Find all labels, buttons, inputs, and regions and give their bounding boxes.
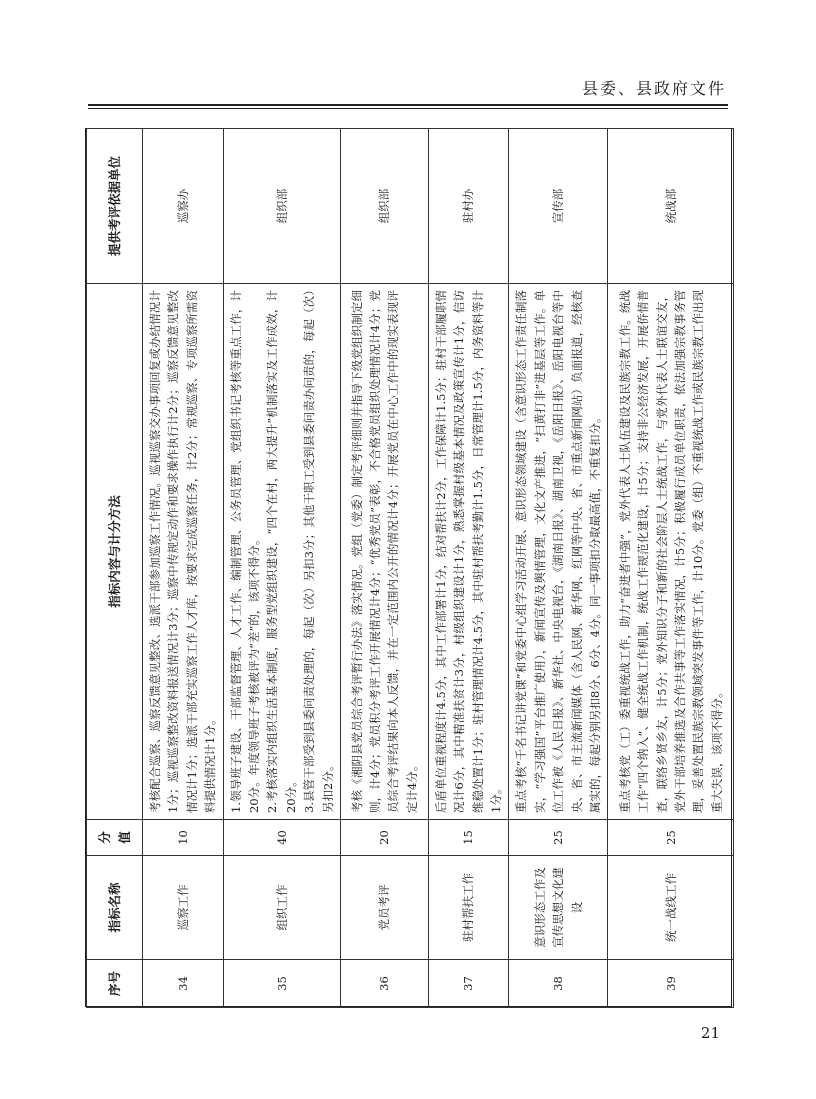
- table-row: [223, 129, 340, 1008]
- method-paragraph: 2.考核落实内组织生活基本制度，服务型党组织建设，“四个在村，两大提升”机制落实及工作成效，计20分。: [265, 290, 298, 813]
- header-score: 分值: [87, 820, 143, 856]
- header-name: 指标名称: [87, 856, 143, 960]
- row-name: 驻村帮扶工作: [428, 856, 509, 960]
- row-method: [608, 284, 734, 820]
- row-method: [143, 284, 224, 820]
- rotated-table: [86, 129, 733, 1008]
- table-row: [509, 129, 608, 1008]
- row-score: 20: [340, 820, 428, 856]
- header-seq: 序号: [87, 960, 143, 1008]
- row-seq: 34: [143, 960, 224, 1008]
- method-paragraph: 重点考核党（工）委重视统战工作，助力“奋进者中强”，党外代表人士队伍建设及民族宗教工作。统战工作“四个纳入”、健全统战工作机制，统战工作规范化建设，计5分；支持非公经济发展，开展侨情普查，联络乡贤乡友，计5分；党外知识分子和新的社会阶层人士统战工作，与党外代表人士联谊交友，党外干部培养推选及合作共事等工作落实情况，计5分；积极履行成员单位职责，依法加强宗教事务管理，妥善处置民族宗教领域突发事件等工作，计10分。党委（组）不重视统战工作或民族宗教工作出现重大失误，该项不得分。: [617, 290, 724, 813]
- row-name: 组织工作: [223, 856, 340, 960]
- row-unit: 组织部: [223, 129, 340, 284]
- row-name: 党员考评: [340, 856, 428, 960]
- page-number: 21: [700, 1024, 720, 1042]
- row-name: 意识形态工作及宣传思想文化建设: [509, 856, 608, 960]
- row-unit: 巡察办: [143, 129, 224, 284]
- row-seq: 36: [340, 960, 428, 1008]
- row-score: 40: [223, 820, 340, 856]
- header-title: 县委、县政府文件: [581, 79, 726, 98]
- row-unit: 组织部: [340, 129, 428, 284]
- row-seq: 39: [608, 960, 734, 1008]
- method-paragraph: 3.县管干部受到县委问责处理的，每起（次）另扣3分；其他干职工受到县委问责办问责的，每起（次）另扣2分。: [302, 290, 335, 813]
- row-seq: 37: [428, 960, 509, 1008]
- row-unit: 宣传部: [509, 129, 608, 284]
- row-unit: 驻村办: [428, 129, 509, 284]
- header-rule-thin: [88, 108, 728, 109]
- table-row: [428, 129, 509, 1008]
- row-method: [509, 284, 608, 820]
- row-name: 统一战线工作: [608, 856, 734, 960]
- method-paragraph: 1.领导班子建设、干部监督管理、人才工作、编制管理、公务员管理、党组织书记考核等重点工作，计20分。年度领导班子考核被评为“差”的，该项不得分。: [228, 290, 261, 813]
- row-method: [428, 284, 509, 820]
- header-method: 指标内容与计分方法: [87, 284, 143, 820]
- method-paragraph: 后盾单位重视程度计4.5分，其中工作部署计1分，结对帮扶计2分，工作保障计1.5分；驻村干部履职情况计6分，其中精准扶贫计3分，村级组织建设计1分，熟悉掌握村级基本情况及政策宣传计1分，信访维稳处置计1分；驻村管理情况计4.5分，其中驻村帮扶考勤计1.5分，日常管理计1.5分，内务资料等计1分。: [433, 290, 504, 813]
- table-row: [608, 129, 734, 1008]
- method-paragraph: 考核《湘阴县党员综合考评暂行办法》落实情况。党组（党委）制定考评细则并指导下级党组织制定细则，计4分；党员积分考评工作开展情况计4分；“优秀党员”表彰，不合格党员组织处理情况计4分；党员综合考评结果向本人反馈，并在一定范围内公开的情况计4分；开展党员在中心工作中的现实表现评定计4分。: [349, 290, 419, 813]
- table-header-row: [87, 129, 143, 1008]
- row-seq: 38: [509, 960, 608, 1008]
- table-row: [340, 129, 428, 1008]
- method-paragraph: 重点考核“千名书记讲党课”和党委中心组学习活动开展、意识形态领域建设（含意识形态工作责任制落实，“学习强国”平台推广使用），新闻宣传及舆情管理，文化文产推进，“扫黄打非”进基层等工作。单位工作被《人民日报》、新华社、中央电视台，《湖南日报》、湖南卫视，《岳阳日报》、岳阳电视台等中央、省、市主流新闻媒体（含人民网、新华网、红网等中央、省、市重点新闻网站）负面报道，经核查属实的，每起分别另扣8分、6分、4分。同一事项扣分取最高值，不重复扣分。: [514, 290, 603, 813]
- method-paragraph: 考核配合巡察、巡察反馈意见整改、选派干部参加巡察工作情况。巡视巡察交办事项回复或办结情况计1分；巡视巡察整改资料报送情况计3分；巡察中传规定动作和要求操作执行计2分；巡察反馈意见整改情况计1分；选派干部充实巡察工作人才库，按要求完成巡察任务，计2分；常规巡察、专项巡察所需资料提供情况计1分。: [148, 290, 218, 813]
- row-score: 10: [143, 820, 224, 856]
- header-unit: 提供考评依据单位: [87, 129, 143, 284]
- row-method: [223, 284, 340, 820]
- header-rule: [88, 104, 728, 106]
- row-method: [340, 284, 428, 820]
- row-name: 巡察工作: [143, 856, 224, 960]
- row-seq: 35: [223, 960, 340, 1008]
- indicator-table: [86, 128, 734, 1008]
- row-score: 25: [608, 820, 734, 856]
- row-score: 15: [428, 820, 509, 856]
- table-container: [85, 128, 732, 1007]
- row-unit: 统战部: [608, 129, 734, 284]
- row-score: 25: [509, 820, 608, 856]
- table-row: [143, 129, 224, 1008]
